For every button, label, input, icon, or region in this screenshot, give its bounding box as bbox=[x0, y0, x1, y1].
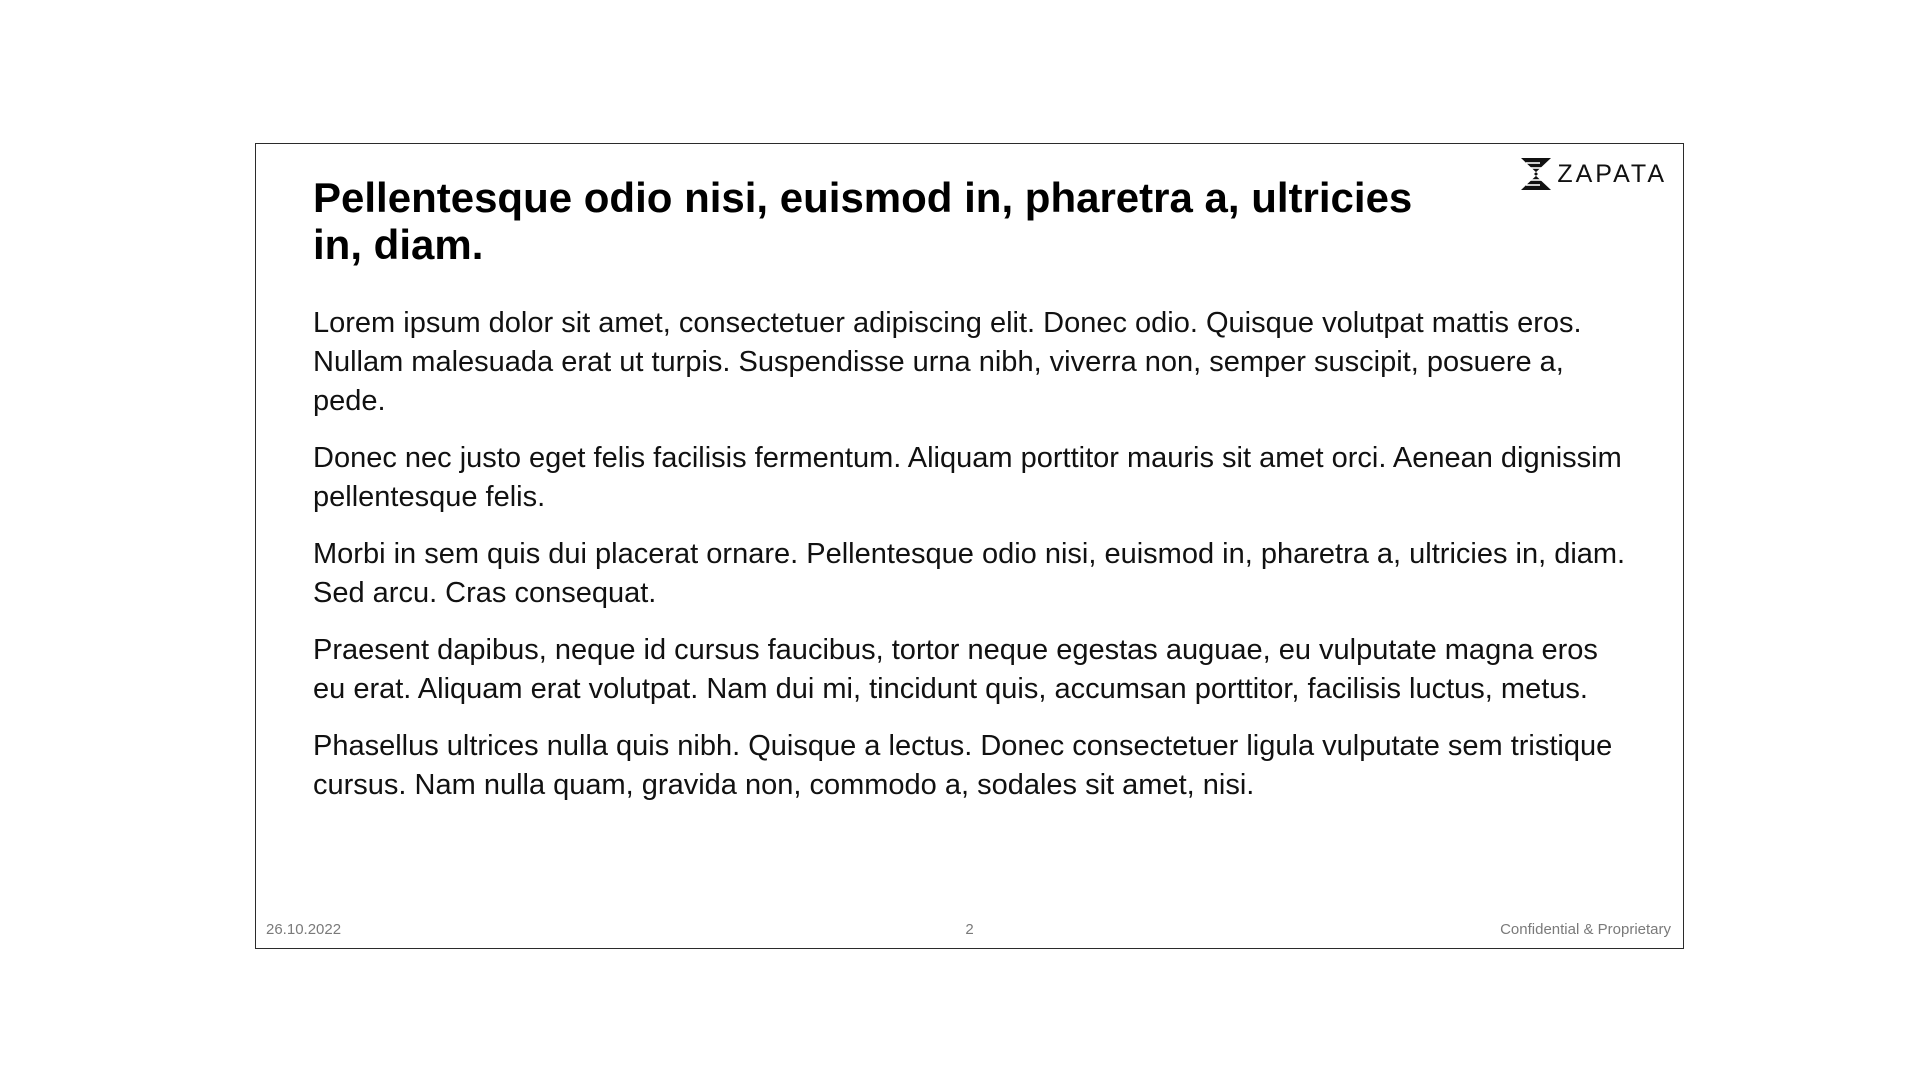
body-paragraph: Donec nec justo eget felis facilisis fermentum. Aliquam porttitor mauris sit amet orci. Aenean dignissim pellentesque felis. bbox=[313, 442, 1622, 513]
body-paragraph: Morbi in sem quis dui placerat ornare. Pellentesque odio nisi, euismod in, pharetra a, ultricies in, diam. Sed arcu. Cras consequat. bbox=[313, 538, 1626, 609]
body-paragraph: Lorem ipsum dolor sit amet, consectetuer adipiscing elit. Donec odio. Quisque volutpat mattis eros. Nullam malesuada erat ut turpis. Suspendisse urna nibh, viverra non, semper suscipit, posuere a, pede. bbox=[313, 307, 1582, 417]
company-logo bbox=[1521, 158, 1667, 190]
footer-page-number: 2 bbox=[965, 921, 974, 938]
zapata-logo-icon bbox=[1521, 158, 1551, 190]
footer-confidential: Confidential & Proprietary bbox=[1500, 921, 1671, 938]
logo-text: ZAPATA bbox=[1557, 159, 1667, 188]
body-paragraph: Phasellus ultrices nulla quis nibh. Quisque a lectus. Donec consectetuer ligula vulputate sem tristique cursus. Nam nulla quam, gravida non, commodo a, sodales sit amet, nisi. bbox=[313, 730, 1613, 801]
footer-date: 26.10.2022 bbox=[266, 921, 342, 938]
slide-title: Pellentesque odio nisi, euismod in, pharetra a, ultricies in, diam. bbox=[313, 174, 1413, 268]
slide-body bbox=[313, 304, 1633, 823]
body-paragraph: Praesent dapibus, neque id cursus faucibus, tortor neque egestas auguae, eu vulputate magna eros eu erat. Aliquam erat volutpat. Nam dui mi, tincidunt quis, accumsan porttitor, facilisis luctus, metus. bbox=[313, 634, 1598, 705]
slide bbox=[255, 143, 1684, 949]
